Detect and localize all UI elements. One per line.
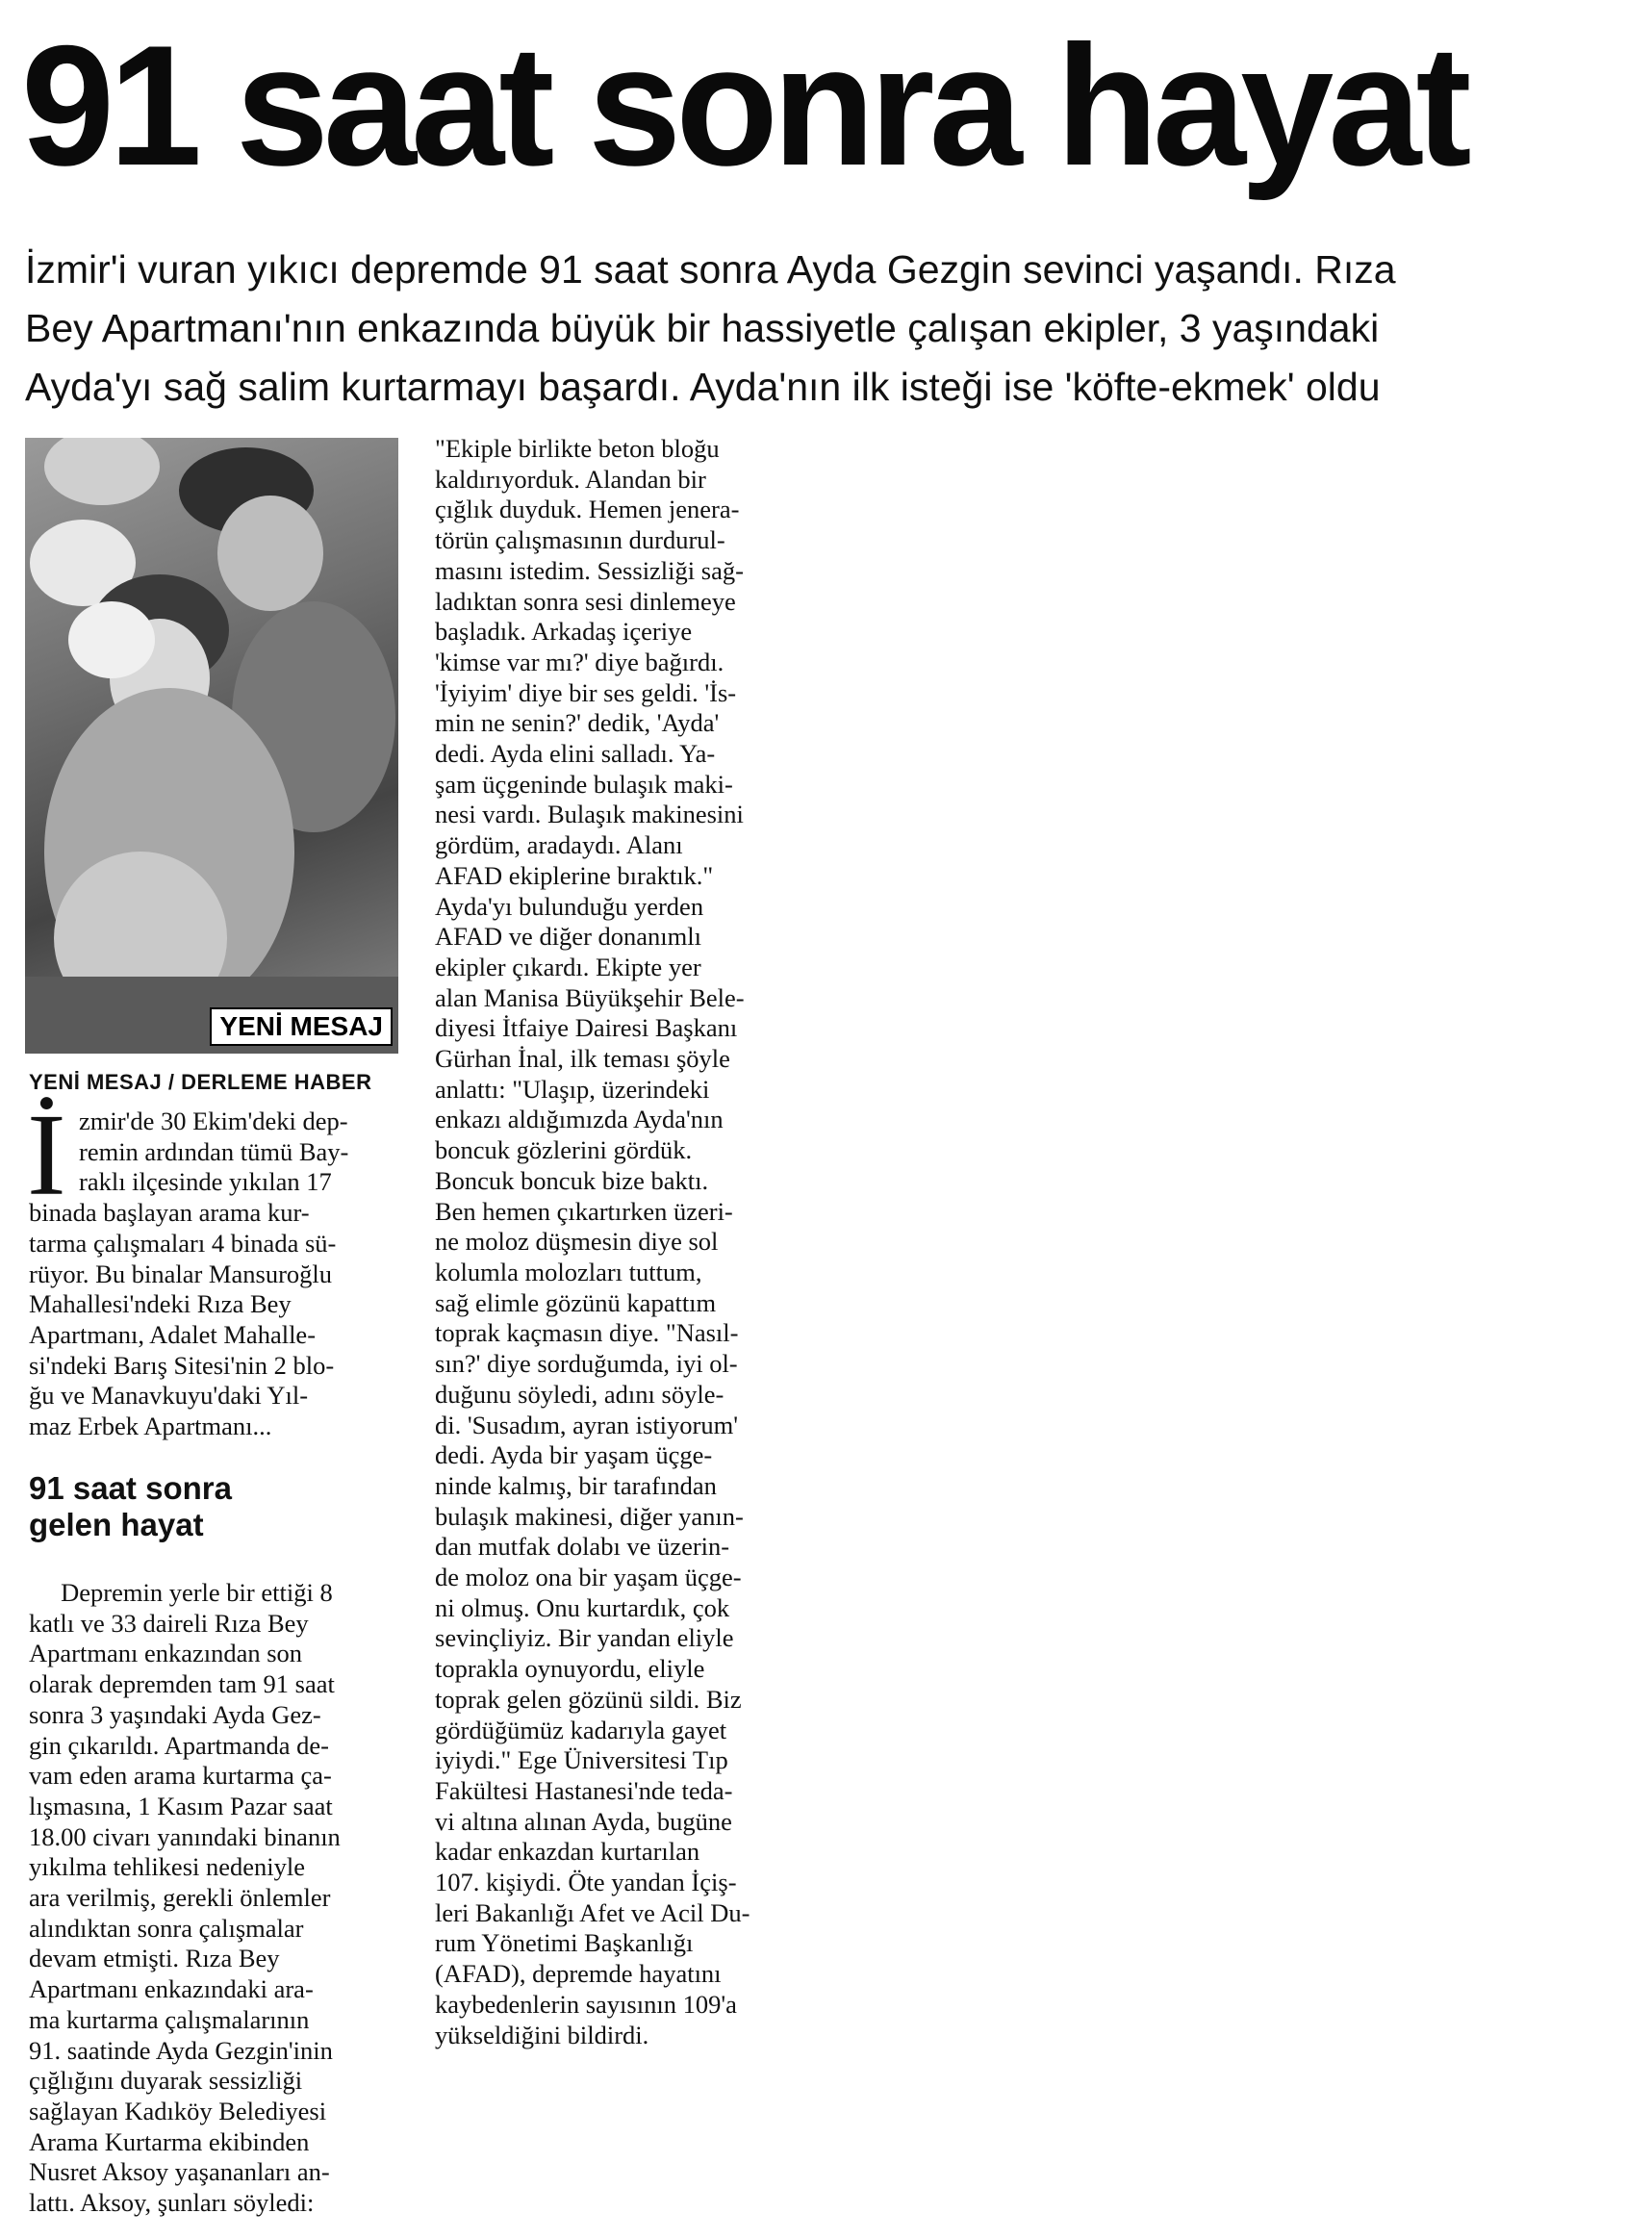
intro-line: remin ardından tümü Bay-: [79, 1136, 349, 1166]
subheading-line: 91 saat sonra: [29, 1470, 232, 1506]
intro-line: Mahallesi'ndeki Rıza Bey: [29, 1289, 292, 1319]
deck-line: Ayda'yı sağ salim kurtarmayı başardı. Ayda'nın ilk isteği ise 'köfte-ekmek' oldu: [25, 365, 1381, 409]
body-line: di. 'Susadım, ayran istiyorum': [435, 1410, 739, 1439]
intro-line: si'ndeki Barış Sitesi'nin 2 blo-: [29, 1350, 335, 1380]
body-line: 'kimse var mı?' diye bağırdı.: [435, 647, 724, 676]
body-line: ekipler çıkardı. Ekipte yer: [435, 952, 701, 981]
body-line: çığlık duyduk. Hemen jenera-: [435, 495, 740, 524]
body-line: Apartmanı enkazındaki ara-: [29, 1974, 314, 2004]
body-line: yükseldiğini bildirdi.: [435, 2020, 649, 2049]
body-line: min ne senin?' dedik, 'Ayda': [435, 708, 720, 738]
body-line: anlattı: "Ulaşıp, üzerindeki: [435, 1074, 710, 1104]
rescue-photo: [25, 438, 398, 1054]
body-line: leri Bakanlığı Afet ve Acil Du-: [435, 1897, 750, 1927]
subheading-line: gelen hayat: [29, 1507, 204, 1542]
body-line: ladıktan sonra sesi dinlemeye: [435, 586, 736, 616]
intro-line: Apartmanı, Adalet Mahalle-: [29, 1319, 317, 1349]
body-line: Nusret Aksoy yaşananları an-: [29, 2157, 330, 2187]
body-line: lattı. Aksoy, şunları söyledi:: [29, 2188, 315, 2218]
body-column-2: [435, 434, 829, 2050]
body-line: dedi. Ayda elini salladı. Ya-: [435, 739, 716, 769]
photo-credit-badge: YENİ MESAJ: [210, 1007, 393, 1046]
body-line: AFAD ve diğer donanımlı: [435, 922, 701, 952]
body-line: Ben hemen çıkartırken üzeri-: [435, 1196, 733, 1226]
body-line: devam etmişti. Rıza Bey: [29, 1944, 280, 1973]
body-line: olarak depremden tam 91 saat: [29, 1669, 335, 1699]
body-line: iyiydi." Ege Üniversitesi Tıp: [435, 1745, 728, 1775]
body-line: sonra 3 yaşındaki Ayda Gez-: [29, 1699, 321, 1729]
body-line: alan Manisa Büyükşehir Bele-: [435, 982, 745, 1012]
body-line: vi altına alınan Ayda, bugüne: [435, 1806, 732, 1836]
intro-line: raklı ilçesinde yıkılan 17: [79, 1167, 332, 1197]
rescue-photo-illustration: [25, 438, 398, 1054]
body-line: ara verilmiş, gerekli önlemler: [29, 1883, 331, 1913]
deck-line: Bey Apartmanı'nın enkazında büyük bir hassiyetle çalışan ekipler, 3 yaşındaki: [25, 306, 1380, 350]
deck-line: İzmir'i vuran yıkıcı depremde 91 saat sonra Ayda Gezgin sevinci yaşandı. Rıza: [25, 247, 1396, 292]
body-line: nesi vardı. Bulaşık makinesini: [435, 800, 744, 829]
intro-line: rüyor. Bu binalar Mansuroğlu: [29, 1259, 333, 1288]
body-line: alındıktan sonra çalışmalar: [29, 1913, 304, 1943]
subheading: [29, 1470, 409, 1543]
body-line: vam eden arama kurtarma ça-: [29, 1761, 332, 1791]
intro-line: maz Erbek Apartmanı...: [29, 1412, 272, 1441]
body-line: katlı ve 33 daireli Rıza Bey: [29, 1608, 309, 1638]
body-line: Depremin yerle bir ettiği 8: [29, 1578, 333, 1607]
headline: 91 saat sonra hayat: [21, 10, 1466, 201]
body-line: sağlayan Kadıköy Belediyesi: [29, 2096, 327, 2125]
body-line: sevinçliyiz. Bir yandan eliyle: [435, 1623, 734, 1653]
body-line: masını istedim. Sessizliği sağ-: [435, 555, 744, 585]
body-line: 91. saatinde Ayda Gezgin'inin: [29, 2035, 333, 2065]
body-line: boncuk gözlerini gördük.: [435, 1135, 693, 1165]
body-line: sın?' diye sorduğumda, iyi ol-: [435, 1349, 738, 1379]
deck-summary: [25, 241, 1622, 417]
body-line: sağ elimle gözünü kapattım: [435, 1287, 717, 1317]
body-line: gördüğümüz kadarıyla gayet: [435, 1715, 727, 1744]
body-line: çığlığını duyarak sessizliği: [29, 2066, 303, 2096]
body-line: dan mutfak dolabı ve üzerin-: [435, 1532, 730, 1562]
body-line: Apartmanı enkazından son: [29, 1639, 303, 1668]
intro-paragraph: [27, 1090, 409, 1442]
body-line: Gürhan İnal, ilk teması şöyle: [435, 1044, 730, 1074]
body-line: şam üçgeninde bulaşık maki-: [435, 769, 733, 799]
body-line: Boncuk boncuk bize baktı.: [435, 1165, 709, 1195]
body-line: dedi. Ayda bir yaşam üçge-: [435, 1440, 713, 1470]
body-line: toprakla oynuyordu, eliyle: [435, 1654, 705, 1684]
body-line: kolumla molozları tuttum,: [435, 1257, 702, 1286]
body-line: toprak gelen gözünü sildi. Biz: [435, 1684, 742, 1714]
body-line: de moloz ona bir yaşam üçge-: [435, 1563, 742, 1592]
body-line: (AFAD), depremde hayatını: [435, 1959, 722, 1989]
body-line: ma kurtarma çalışmalarının: [29, 2004, 310, 2034]
body-line: ne moloz düşmesin diye sol: [435, 1227, 719, 1257]
body-line: başladık. Arkadaş içeriye: [435, 617, 693, 647]
body-line: toprak kaçmasın diye. "Nasıl-: [435, 1318, 739, 1348]
body-line: enkazı aldığımızda Ayda'nın: [435, 1105, 724, 1134]
body-line: gördüm, aradaydı. Alanı: [435, 830, 683, 860]
intro-line: ğu ve Manavkuyu'daki Yıl-: [29, 1381, 309, 1411]
body-line: gin çıkarıldı. Apartmanda de-: [29, 1730, 330, 1760]
body-line: diyesi İtfaiye Dairesi Başkanı: [435, 1013, 738, 1043]
body-line: kadar enkazdan kurtarılan: [435, 1837, 700, 1867]
body-line: 18.00 civarı yanındaki binanın: [29, 1821, 341, 1851]
body-line: Arama Kurtarma ekibinden: [29, 2126, 310, 2156]
body-line: AFAD ekiplerine bıraktık.": [435, 860, 714, 890]
intro-line: zmir'de 30 Ekim'deki dep-: [79, 1107, 348, 1135]
body-line: Fakültesi Hastanesi'nde teda-: [435, 1775, 733, 1805]
body-line: bulaşık makinesi, diğer yanın-: [435, 1501, 744, 1531]
body-column-1: [29, 1578, 409, 2219]
body-line: "Ekiple birlikte beton bloğu: [435, 434, 720, 463]
body-line: lışmasına, 1 Kasım Pazar saat: [29, 1791, 333, 1820]
body-line: ni olmuş. Onu kurtardık, çok: [435, 1592, 730, 1622]
body-line: 107. kişiydi. Öte yandan İçiş-: [435, 1868, 737, 1897]
body-line: ninde kalmış, bir tarafından: [435, 1470, 717, 1500]
body-line: duğunu söyledi, adını söyle-: [435, 1379, 724, 1409]
body-line: Ayda'yı bulunduğu yerden: [435, 891, 704, 921]
body-line: rum Yönetimi Başkanlığı: [435, 1928, 694, 1958]
body-line: kaldırıyorduk. Alandan bir: [435, 464, 706, 494]
intro-line: binada başlayan arama kur-: [29, 1198, 310, 1228]
body-line: 'İyiyim' diye bir ses geldi. 'İs-: [435, 677, 737, 707]
drop-cap: İ: [27, 1090, 66, 1220]
body-line: törün çalışmasının durdurul-: [435, 525, 725, 555]
body-line: yıkılma tehlikesi nedeniyle: [29, 1852, 306, 1882]
byline: YENİ MESAJ / DERLEME HABER: [29, 1070, 372, 1094]
body-line: kaybedenlerin sayısının 109'a: [435, 1989, 737, 2019]
intro-line: tarma çalışmaları 4 binada sü-: [29, 1228, 337, 1258]
